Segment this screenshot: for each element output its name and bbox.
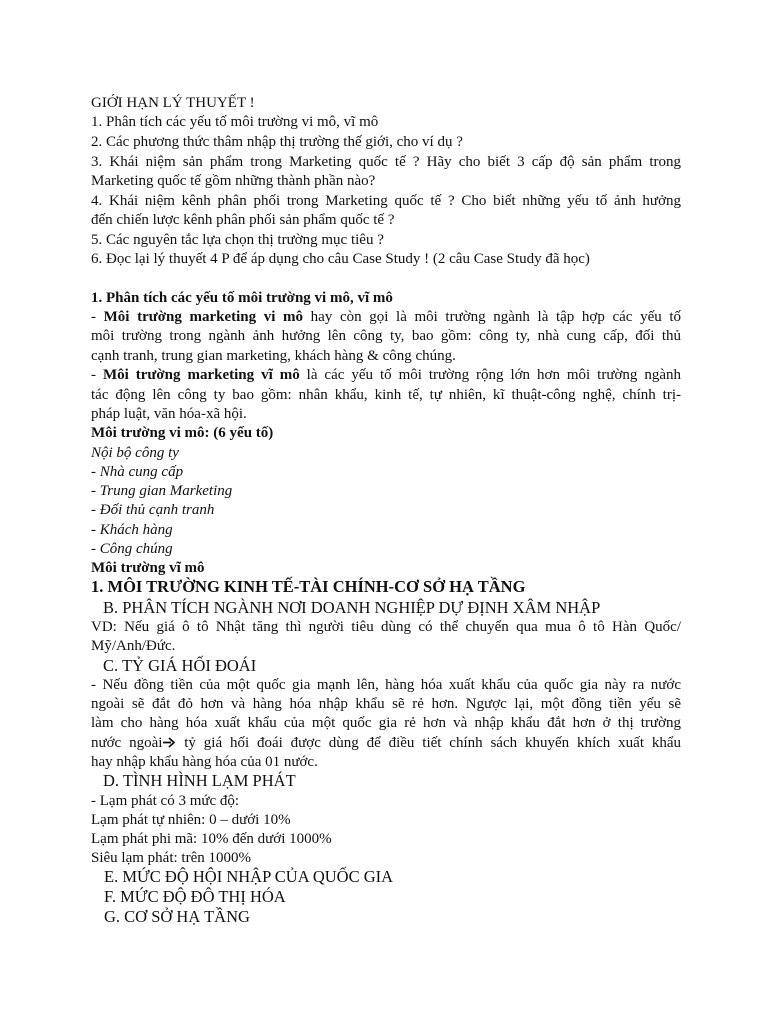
question-5: 5. Các nguyên tắc lựa chọn thị trường mục tiêu ? xyxy=(91,232,384,248)
arrow-right-icon xyxy=(162,735,176,751)
subsection-b-title: B. PHÂN TÍCH NGÀNH NƠI DOANH NGHIỆP DỰ ĐỊNH XÂM NHẬP xyxy=(103,598,601,617)
question-4-line-1: 4. Khái niệm kênh phân phối trong Marketing quốc tế ? Cho biết những yếu tố ảnh hưởng xyxy=(91,193,681,209)
micro-definition-line-2: môi trường trong ngành ảnh hưởng lên công ty, bao gồm: công ty, nhà cung cấp, đối thủ xyxy=(91,328,681,344)
subsection-e-title: E. MỨC ĐỘ HỘI NHẬP CỦA QUỐC GIA xyxy=(104,867,394,886)
question-2: 2. Các phương thức thâm nhập thị trường thế giới, cho ví dụ ? xyxy=(91,134,463,150)
page-heading: GIỚI HẠN LÝ THUYẾT ! xyxy=(91,95,255,111)
example-line-1: VD: Nếu giá ô tô Nhật tăng thì người tiêu dùng có thể chuyển qua mua ô tô Hàn Quốc/ xyxy=(91,619,681,635)
question-3-line-2: Marketing quốc tế gồm những thành phần nào? xyxy=(91,173,376,189)
micro-factor-item: Nội bộ công ty xyxy=(91,445,179,461)
example-line-2: Mỹ/Anh/Đức. xyxy=(91,638,176,654)
macro-definition-line-1: - Môi trường marketing vĩ mô là các yếu tố môi trường rộng lớn hơn môi trường ngành xyxy=(91,367,682,383)
question-6: 6. Đọc lại lý thuyết 4 P để áp dụng cho câu Case Study ! (2 câu Case Study đã học) xyxy=(91,251,590,267)
economic-section-title: 1. MÔI TRƯỜNG KINH TẾ-TÀI CHÍNH-CƠ SỞ HẠ TẦNG xyxy=(91,577,526,596)
exchange-rate-line-5: hay nhập khẩu hàng hóa của 01 nước. xyxy=(91,754,318,770)
subsection-g-title: G. CƠ SỞ HẠ TẦNG xyxy=(104,907,250,926)
macro-heading: Môi trường vĩ mô xyxy=(91,560,205,576)
micro-factor-item: - Khách hàng xyxy=(91,522,173,538)
exchange-rate-line-3: làm cho hàng hóa xuất khẩu của một quốc gia rẻ hơn và nhập khẩu đắt hơn ở thị trường xyxy=(91,715,681,731)
exchange-rate-line-1: - Nếu đồng tiền của một quốc gia mạnh lên, hàng hóa xuất khẩu của quốc gia này ra nước xyxy=(91,677,681,693)
micro-factor-item: - Đối thủ cạnh tranh xyxy=(91,502,215,518)
inflation-level: Siêu lạm phát: trên 1000% xyxy=(91,850,251,866)
question-3-line-1: 3. Khái niệm sản phẩm trong Marketing quốc tế ? Hãy cho biết 3 cấp độ sản phẩm trong xyxy=(91,154,681,170)
inflation-intro: - Lạm phát có 3 mức độ: xyxy=(91,793,240,809)
subsection-f-title: F. MỨC ĐỘ ĐÔ THỊ HÓA xyxy=(104,887,286,906)
subsection-d-title: D. TÌNH HÌNH LẠM PHÁT xyxy=(103,771,296,790)
micro-definition-line-1: - Môi trường marketing vi mô hay còn gọi là môi trường ngành là tập hợp các yếu tố xyxy=(91,309,682,325)
micro-definition-line-3: cạnh tranh, trung gian marketing, khách hàng & công chúng. xyxy=(91,348,456,364)
subsection-c-title: C. TỶ GIÁ HỐI ĐOÁI xyxy=(103,656,257,675)
exchange-rate-line-2: ngoài sẽ đắt đỏ hơn và hàng hóa nhập khẩu sẽ rẻ hơn. Ngược lại, một đồng tiền yếu sẽ xyxy=(91,696,681,712)
question-1: 1. Phân tích các yếu tố môi trường vi mô, vĩ mô xyxy=(91,114,379,130)
exchange-rate-line-4: nước ngoài tỷ giá hối đoái được dùng để điều tiết chính sách khuyến khích xuất khẩu xyxy=(91,735,682,751)
macro-definition-line-2: tác động lên công ty bao gồm: nhân khẩu, kinh tế, tự nhiên, kĩ thuật-công nghệ, chính trị- xyxy=(91,387,681,403)
question-4-line-2: đến chiến lược kênh phân phối sản phẩm quốc tế ? xyxy=(91,212,395,228)
micro-factor-item: - Công chúng xyxy=(91,541,173,557)
inflation-level: Lạm phát phi mã: 10% đến dưới 1000% xyxy=(91,831,332,847)
inflation-level: Lạm phát tự nhiên: 0 – dưới 10% xyxy=(91,812,291,828)
micro-factor-item: - Trung gian Marketing xyxy=(91,483,233,499)
macro-definition-line-3: pháp luật, văn hóa-xã hội. xyxy=(91,406,247,422)
section-1-title: 1. Phân tích các yếu tố môi trường vi mô, vĩ mô xyxy=(91,290,393,306)
micro-factors-heading: Môi trường vi mô: (6 yếu tố) xyxy=(91,425,274,441)
micro-factor-item: - Nhà cung cấp xyxy=(91,464,184,480)
